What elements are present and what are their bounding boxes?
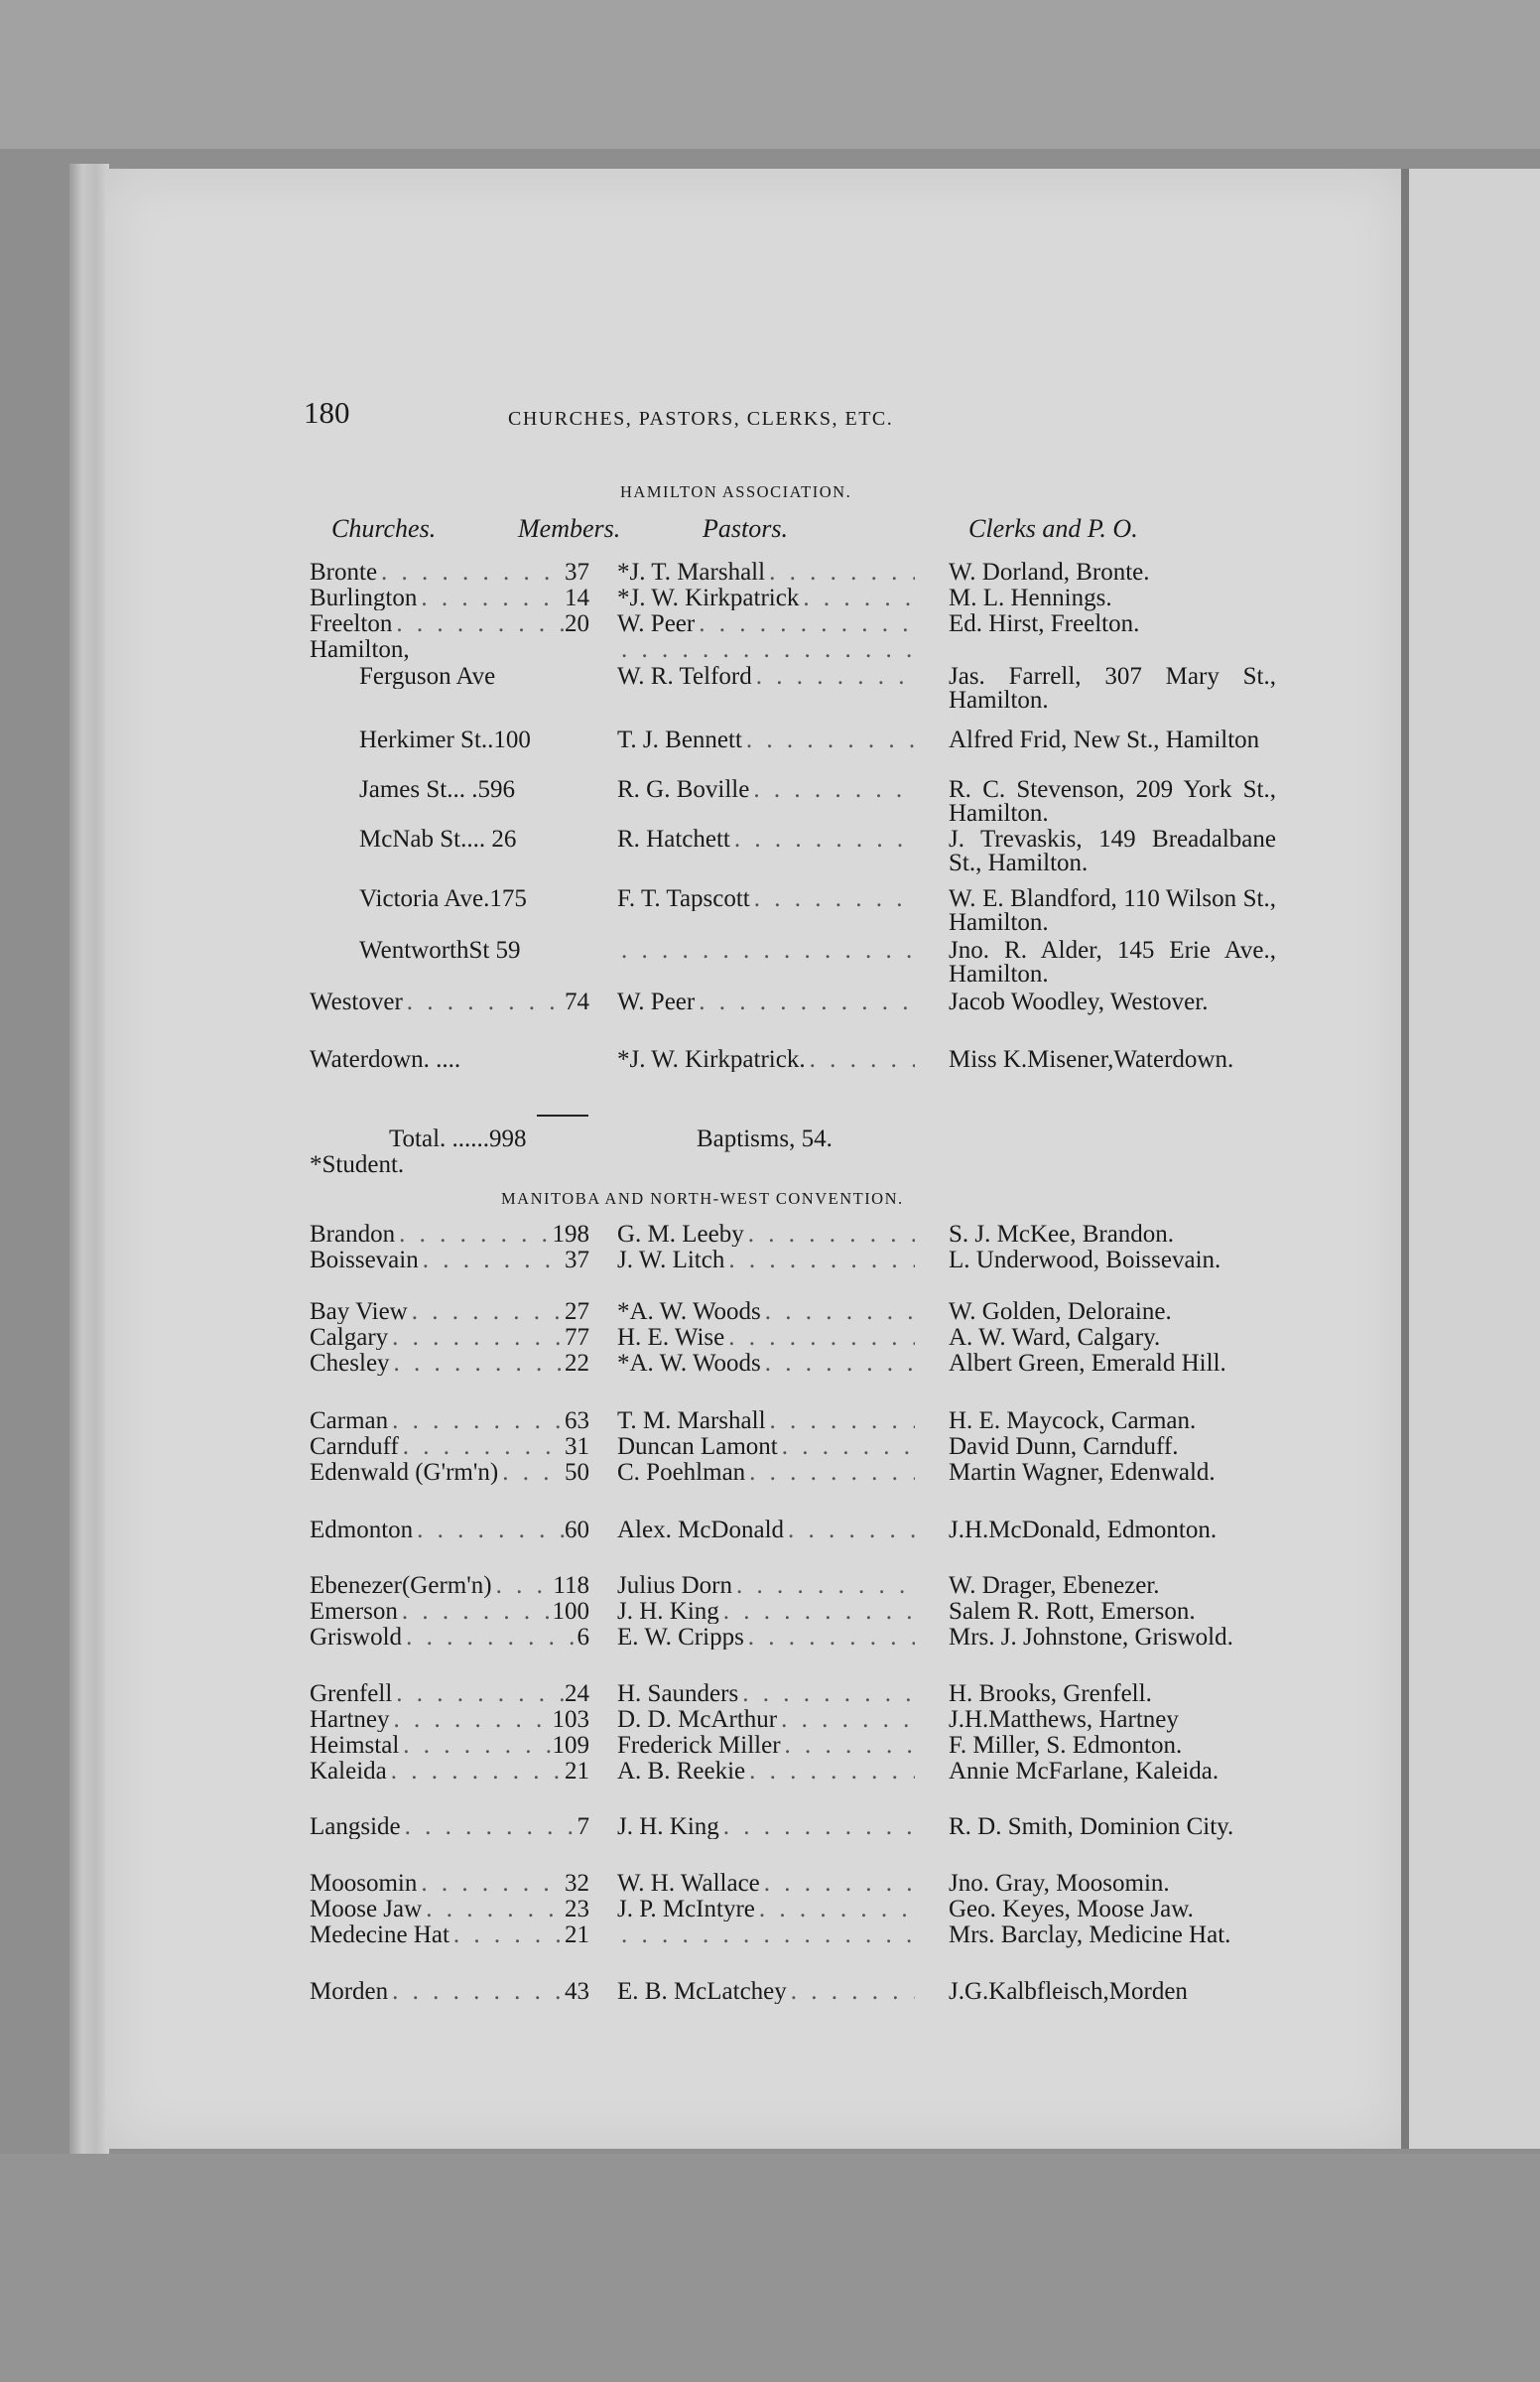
church-cell: [310, 1352, 589, 1376]
pastor-name: H. Saunders: [617, 1682, 739, 1706]
clerk-cell: Jno. Gray, Moosomin.: [949, 1870, 1170, 1897]
church-name: Morden: [310, 1980, 389, 2004]
col-header-members: Members.: [518, 514, 621, 543]
leader-dots: [732, 1574, 915, 1598]
pastor-cell: [617, 665, 915, 689]
church-name: Langside: [310, 1815, 401, 1839]
church-name: Bronte: [310, 561, 378, 585]
leader-dots: [401, 1815, 578, 1839]
pastor-name: G. M. Leeby: [617, 1223, 744, 1247]
clerk-cell: W. Drager, Ebenezer.: [949, 1572, 1160, 1599]
member-count: 74: [565, 991, 589, 1014]
church-cell: [310, 1898, 589, 1921]
pastor-name: W. R. Telford: [617, 665, 752, 689]
pastor-cell: [617, 1923, 915, 1947]
leader-dots: [738, 1682, 915, 1706]
leader-dots: [761, 1352, 915, 1376]
leader-dots: [745, 1760, 915, 1784]
footnote-student: *Student.: [310, 1151, 405, 1178]
church-name: Bay View: [310, 1300, 408, 1324]
leader-dots: [403, 991, 565, 1014]
member-count: 109: [552, 1734, 589, 1758]
pastor-cell: [617, 1574, 915, 1598]
leader-dots: [617, 638, 915, 662]
pastor-name: *A. W. Woods: [617, 1300, 761, 1324]
leader-dots: [744, 1626, 915, 1650]
church-name: Moosomin: [310, 1872, 418, 1896]
leader-dots: [390, 1708, 553, 1732]
leader-dots: [744, 1223, 915, 1247]
pastor-name: *A. W. Woods: [617, 1352, 761, 1376]
leader-dots: [492, 1574, 554, 1598]
leader-dots: [806, 1048, 915, 1072]
clerk-cell: H. Brooks, Grenfell.: [949, 1680, 1152, 1707]
member-count: 7: [577, 1815, 589, 1839]
pastor-cell: [617, 1048, 915, 1072]
leader-dots: [750, 887, 915, 911]
leader-dots: [377, 561, 565, 585]
member-count: 32: [565, 1872, 589, 1896]
church-name: Kaleida: [310, 1760, 387, 1784]
leader-dots: [724, 1326, 915, 1350]
leader-dots: [755, 1898, 915, 1921]
church-cell: [310, 1980, 589, 2004]
pastor-name: W. H. Wallace: [617, 1872, 760, 1896]
pastor-name: R. G. Boville: [617, 778, 750, 802]
hamilton-heading: HAMILTON ASSOCIATION.: [620, 482, 852, 501]
leader-dots: [390, 1352, 565, 1376]
church-cell: [310, 1708, 589, 1732]
pastor-cell: [617, 778, 915, 802]
clerk-cell: W. Dorland, Bronte.: [949, 559, 1150, 586]
leader-dots: [752, 665, 915, 689]
pastor-cell: [617, 1352, 915, 1376]
member-count: 60: [565, 1519, 589, 1542]
clerk-cell: Jas. Farrell, 307 Mary St., Hamilton.: [949, 663, 1276, 714]
pastor-cell: [617, 1461, 915, 1485]
church-cell: [310, 1435, 589, 1459]
pastor-name: A. B. Reekie: [617, 1760, 746, 1784]
church-cell: [359, 828, 589, 852]
leader-dots: [781, 1734, 915, 1758]
church-name: Chesley: [310, 1352, 390, 1376]
leader-dots: [761, 1300, 915, 1324]
member-count: 24: [565, 1682, 589, 1706]
church-name: Ferguson Ave: [359, 665, 496, 689]
church-name: Griswold: [310, 1626, 403, 1650]
leader-dots: [766, 1409, 915, 1433]
pastor-name: F. T. Tapscott: [617, 887, 750, 911]
pastor-name: J. W. Litch: [617, 1249, 725, 1272]
leader-dots: [749, 778, 915, 802]
clerk-cell: H. E. Maycock, Carman.: [949, 1407, 1197, 1434]
clerk-cell: W. E. Blandford, 110 Wilson St., Hamilton.: [949, 885, 1276, 936]
church-cell: [310, 1923, 589, 1947]
pastor-name: W. Peer: [617, 991, 696, 1014]
church-cell: [359, 728, 589, 752]
leader-dots: [399, 1734, 552, 1758]
leader-dots: [784, 1519, 915, 1542]
clerk-cell: F. Miller, S. Edmonton.: [949, 1732, 1183, 1759]
church-cell: [310, 1626, 589, 1650]
church-name: Hartney: [310, 1708, 390, 1732]
pastor-name: H. E. Wise: [617, 1326, 725, 1350]
leader-dots: [787, 1980, 915, 2004]
church-name: Edenwald (G'rm'n): [310, 1461, 499, 1485]
total-members: Total. ......998: [389, 1125, 527, 1152]
clerk-cell: Ed. Hirst, Freelton.: [949, 610, 1140, 637]
member-count: 21: [565, 1923, 589, 1947]
leader-dots: [742, 728, 915, 752]
pastor-name: W. Peer: [617, 612, 696, 636]
pastor-cell: [617, 1249, 915, 1272]
pastor-cell: [617, 1519, 915, 1542]
church-cell: [310, 1734, 589, 1758]
member-count: 50: [565, 1461, 589, 1485]
church-name: Ebenezer(Germ'n): [310, 1574, 492, 1598]
clerk-cell: Miss K.Misener,Waterdown.: [949, 1046, 1234, 1073]
leader-dots: [392, 612, 565, 636]
clerk-cell: Alfred Frid, New St., Hamilton: [949, 727, 1260, 753]
church-name: Brandon: [310, 1223, 396, 1247]
member-count: 118: [553, 1574, 589, 1598]
clerk-cell: Annie McFarlane, Kaleida.: [949, 1758, 1219, 1785]
member-count: 198: [552, 1223, 589, 1247]
church-name: Herkimer St..100: [359, 728, 531, 752]
pastor-name: *J. T. Marshall: [617, 561, 766, 585]
clerk-cell: L. Underwood, Boissevain.: [949, 1247, 1221, 1273]
member-count: 6: [577, 1626, 589, 1650]
church-cell: [310, 1815, 589, 1839]
leader-dots: [799, 587, 915, 610]
leader-dots: [395, 1223, 552, 1247]
church-cell: [310, 1409, 589, 1433]
church-cell: [359, 939, 589, 963]
church-name: Freelton: [310, 612, 393, 636]
clerk-cell: M. L. Hennings.: [949, 585, 1112, 611]
pastor-name: E. W. Cripps: [617, 1626, 744, 1650]
church-cell: [310, 1461, 589, 1485]
member-count: 103: [552, 1708, 589, 1732]
leader-dots: [719, 1815, 915, 1839]
church-cell: [359, 778, 589, 802]
church-name: Carnduff: [310, 1435, 399, 1459]
pastor-name: D. D. McArthur: [617, 1708, 778, 1732]
pastor-cell: [617, 828, 915, 852]
leader-dots: [730, 828, 915, 852]
leader-dots: [387, 1760, 565, 1784]
leader-dots: [398, 1600, 553, 1624]
church-cell: [310, 991, 589, 1014]
clerk-cell: R. D. Smith, Dominion City.: [949, 1813, 1234, 1840]
pastor-name: C. Poehlman: [617, 1461, 746, 1485]
pastor-cell: [617, 1898, 915, 1921]
pastor-cell: [617, 1300, 915, 1324]
clerk-cell: Geo. Keyes, Moose Jaw.: [949, 1896, 1194, 1922]
total-rule: [537, 1115, 588, 1117]
leader-dots: [449, 1923, 565, 1947]
clerk-cell: Salem R. Rott, Emerson.: [949, 1598, 1196, 1625]
pastor-cell: [617, 887, 915, 911]
leader-dots: [695, 991, 915, 1014]
leader-dots: [745, 1461, 915, 1485]
leader-dots: [392, 1682, 565, 1706]
baptisms-count: Baptisms, 54.: [697, 1125, 833, 1152]
church-name: Calgary: [310, 1326, 389, 1350]
leader-dots: [695, 612, 915, 636]
leader-dots: [719, 1600, 915, 1624]
pastor-cell: [617, 1223, 915, 1247]
pastor-cell: [617, 612, 915, 636]
church-cell: [310, 1519, 589, 1542]
pastor-name: Julius Dorn: [617, 1574, 732, 1598]
leader-dots: [724, 1249, 915, 1272]
church-name: Carman: [310, 1409, 389, 1433]
pastor-name: *J. W. Kirkpatrick.: [617, 1048, 806, 1072]
pastor-cell: [617, 728, 915, 752]
clerk-cell: A. W. Ward, Calgary.: [949, 1324, 1161, 1351]
pastor-name: J. H. King: [617, 1815, 719, 1839]
church-cell: [359, 887, 589, 911]
running-head: CHURCHES, PASTORS, CLERKS, ETC.: [508, 408, 894, 430]
clerk-cell: Mrs. Barclay, Medicine Hat.: [949, 1921, 1231, 1948]
pastor-cell: [617, 1872, 915, 1896]
leader-dots: [765, 561, 915, 585]
church-name: Hamilton,: [310, 638, 410, 662]
clerk-cell: Martin Wagner, Edenwald.: [949, 1459, 1216, 1486]
pastor-cell: [617, 939, 915, 963]
col-header-clerks: Clerks and P. O.: [968, 514, 1138, 543]
pastor-name: J. P. McIntyre: [617, 1898, 755, 1921]
pastor-cell: [617, 1682, 915, 1706]
church-name: Westover: [310, 991, 403, 1014]
pastor-cell: [617, 587, 915, 610]
pastor-name: *J. W. Kirkpatrick: [617, 587, 800, 610]
church-name: Edmonton: [310, 1519, 414, 1542]
pastor-cell: [617, 1626, 915, 1650]
member-count: 14: [565, 587, 589, 610]
clerk-cell: Mrs. J. Johnstone, Griswold.: [949, 1624, 1233, 1651]
leader-dots: [402, 1626, 577, 1650]
clerk-cell: David Dunn, Carnduff.: [949, 1433, 1179, 1460]
leader-dots: [388, 1980, 565, 2004]
church-cell: [310, 1600, 589, 1624]
pastor-cell: [617, 1435, 915, 1459]
clerk-cell: S. J. McKee, Brandon.: [949, 1221, 1175, 1248]
pastor-name: Duncan Lamont: [617, 1435, 778, 1459]
clerk-cell: J.H.McDonald, Edmonton.: [949, 1517, 1218, 1543]
church-name: Moose Jaw: [310, 1898, 423, 1921]
col-header-churches: Churches.: [331, 514, 437, 543]
church-name: Heimstal: [310, 1734, 400, 1758]
clerk-cell: Albert Green, Emerald Hill.: [949, 1350, 1226, 1377]
church-cell: [310, 1249, 589, 1272]
church-name: McNab St.... 26: [359, 828, 517, 852]
leader-dots: [617, 1923, 915, 1947]
church-cell: [310, 587, 589, 610]
clerk-cell: Jacob Woodley, Westover.: [949, 989, 1209, 1015]
member-count: 27: [565, 1300, 589, 1324]
leader-dots: [760, 1872, 915, 1896]
church-name: Emerson: [310, 1600, 398, 1624]
manitoba-heading: MANITOBA AND NORTH-WEST CONVENTION.: [501, 1189, 904, 1208]
leader-dots: [422, 1898, 565, 1921]
leader-dots: [399, 1435, 565, 1459]
pastor-name: E. B. McLatchey: [617, 1980, 787, 2004]
member-count: 31: [565, 1435, 589, 1459]
member-count: 63: [565, 1409, 589, 1433]
pastor-cell: [617, 1760, 915, 1784]
pastor-cell: [617, 1815, 915, 1839]
clerk-cell: J.G.Kalbfleisch,Morden: [949, 1978, 1188, 2005]
church-cell: [310, 1760, 589, 1784]
clerk-cell: J. Trevaskis, 149 Breadalbane St., Hamilton.: [949, 826, 1276, 876]
pastor-cell: [617, 1980, 915, 2004]
church-name: WentworthSt 59: [359, 939, 521, 963]
pastor-cell: [617, 638, 915, 662]
church-name: Victoria Ave.175: [359, 887, 527, 911]
leader-dots: [388, 1409, 565, 1433]
church-cell: [310, 638, 589, 662]
church-cell: [310, 1048, 589, 1072]
member-count: 100: [552, 1600, 589, 1624]
clerk-cell: Jno. R. Alder, 145 Erie Ave., Hamilton.: [949, 937, 1276, 988]
leader-dots: [417, 1872, 565, 1896]
leader-dots: [778, 1435, 915, 1459]
page-number: 180: [304, 395, 350, 430]
leader-dots: [498, 1461, 565, 1485]
pastor-cell: [617, 1409, 915, 1433]
pastor-cell: [617, 1600, 915, 1624]
church-cell: [310, 1326, 589, 1350]
pastor-name: T. M. Marshall: [617, 1409, 766, 1433]
church-cell: [310, 1872, 589, 1896]
member-count: 43: [565, 1980, 589, 2004]
leader-dots: [417, 587, 565, 610]
pastor-name: Alex. McDonald: [617, 1519, 785, 1542]
leader-dots: [408, 1300, 565, 1324]
church-cell: [310, 1682, 589, 1706]
church-name: Medecine Hat: [310, 1923, 449, 1947]
church-name: Grenfell: [310, 1682, 393, 1706]
member-count: 37: [565, 1249, 589, 1272]
church-cell: [310, 561, 589, 585]
clerk-cell: R. C. Stevenson, 209 York St., Hamilton.: [949, 776, 1276, 827]
pastor-cell: [617, 1734, 915, 1758]
church-name: Burlington: [310, 587, 418, 610]
church-cell: [310, 612, 589, 636]
church-cell: [310, 1300, 589, 1324]
leader-dots: [617, 939, 915, 963]
clerk-cell: J.H.Matthews, Hartney: [949, 1706, 1179, 1733]
church-name: Boissevain: [310, 1249, 419, 1272]
church-cell: [310, 1574, 589, 1598]
member-count: 37: [565, 561, 589, 585]
member-count: 23: [565, 1898, 589, 1921]
church-name: James St... .596: [359, 778, 515, 802]
col-header-pastors: Pastors.: [703, 514, 788, 543]
pastor-cell: [617, 991, 915, 1014]
church-name: Waterdown. ....: [310, 1048, 461, 1072]
member-count: 20: [565, 612, 589, 636]
church-cell: [310, 1223, 589, 1247]
pastor-name: T. J. Bennett: [617, 728, 742, 752]
leader-dots: [388, 1326, 565, 1350]
pastor-name: Frederick Miller: [617, 1734, 781, 1758]
member-count: 77: [565, 1326, 589, 1350]
clerk-cell: W. Golden, Deloraine.: [949, 1298, 1172, 1325]
pastor-cell: [617, 1326, 915, 1350]
pastor-cell: [617, 561, 915, 585]
church-cell: [359, 665, 589, 689]
leader-dots: [777, 1708, 915, 1732]
member-count: 22: [565, 1352, 589, 1376]
pastor-cell: [617, 1708, 915, 1732]
leader-dots: [419, 1249, 565, 1272]
leader-dots: [413, 1519, 565, 1542]
member-count: 21: [565, 1760, 589, 1784]
pastor-name: R. Hatchett: [617, 828, 730, 852]
pastor-name: J. H. King: [617, 1600, 719, 1624]
